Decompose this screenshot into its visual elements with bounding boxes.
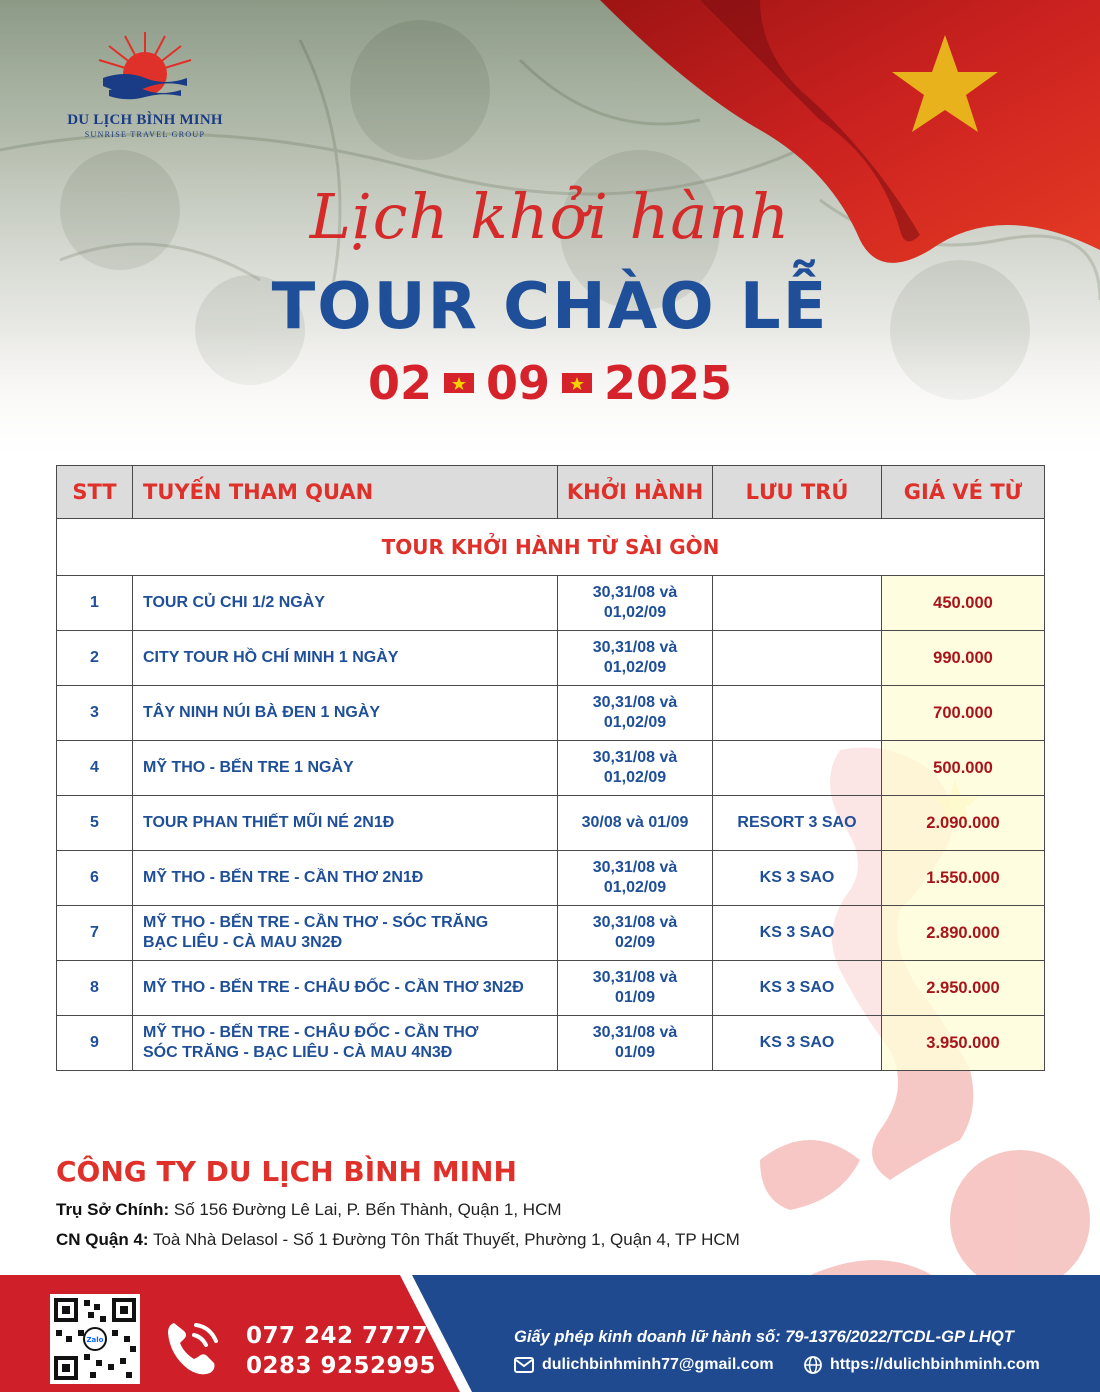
- row-route: MỸ THO - BẾN TRE 1 NGÀY: [133, 741, 558, 796]
- table-row[interactable]: [57, 631, 1045, 686]
- row-stay: [713, 631, 882, 686]
- table-row[interactable]: [57, 741, 1045, 796]
- row-price: 2.950.000: [882, 961, 1045, 1016]
- brand-tagline: SUNRISE TRAVEL GROUP: [84, 130, 206, 139]
- row-stay: [713, 686, 882, 741]
- zalo-qr-code[interactable]: [50, 1294, 140, 1384]
- row-depart: 30,31/08 và 01,02/09: [558, 741, 713, 796]
- tour-schedule-table: [56, 465, 1045, 1071]
- branch-label: CN Quận 4:: [56, 1230, 149, 1249]
- row-stay: RESORT 3 SAO: [713, 796, 882, 851]
- row-route: TÂY NINH NÚI BÀ ĐEN 1 NGÀY: [133, 686, 558, 741]
- brand-logo[interactable]: [60, 30, 230, 150]
- main-title: TOUR CHÀO LỄ: [271, 270, 829, 344]
- date-month: 09: [485, 356, 550, 410]
- qr-center-label: Zalo: [86, 1336, 104, 1344]
- hq-label: Trụ Sở Chính:: [56, 1200, 170, 1219]
- row-stt: 5: [57, 796, 133, 851]
- company-name: CÔNG TY DU LỊCH BÌNH MINH: [56, 1155, 517, 1188]
- mini-flag-icon: [562, 373, 592, 393]
- row-stt: 7: [57, 906, 133, 961]
- license-text: Giấy phép kinh doanh lữ hành số: 79-1376/2022/TCDL-GP LHQT: [514, 1328, 1014, 1346]
- row-stt: 2: [57, 631, 133, 686]
- row-route: MỸ THO - BẾN TRE - CHÂU ĐỐC - CẦN THƠ 3N2Đ: [133, 961, 558, 1016]
- table-row[interactable]: [57, 851, 1045, 906]
- row-price: 3.950.000: [882, 1016, 1045, 1071]
- row-stay: KS 3 SAO: [713, 1016, 882, 1071]
- website-url: https://dulichbinhminh.com: [830, 1356, 1040, 1373]
- row-route: TOUR CỦ CHI 1/2 NGÀY: [133, 576, 558, 631]
- row-stay: [713, 741, 882, 796]
- phone-secondary[interactable]: 0283 9252995: [246, 1353, 437, 1379]
- row-price: 450.000: [882, 576, 1045, 631]
- row-stt: 3: [57, 686, 133, 741]
- date-day: 02: [367, 356, 432, 410]
- row-stay: KS 3 SAO: [713, 906, 882, 961]
- phone-icon: [160, 1315, 226, 1381]
- globe-icon: [804, 1356, 822, 1374]
- row-depart: 30,31/08 và 01,02/09: [558, 851, 713, 906]
- table-row[interactable]: [57, 576, 1045, 631]
- row-price: 990.000: [882, 631, 1045, 686]
- section-title: TOUR KHỞI HÀNH TỪ SÀI GÒN: [57, 519, 1045, 576]
- row-depart: 30,31/08 và 01/09: [558, 961, 713, 1016]
- row-route: MỸ THO - BẾN TRE - CẦN THƠ 2N1Đ: [133, 851, 558, 906]
- row-stt: 9: [57, 1016, 133, 1071]
- date-year: 2025: [604, 356, 733, 410]
- row-stay: KS 3 SAO: [713, 961, 882, 1016]
- website-contact[interactable]: [804, 1356, 1040, 1374]
- hq-value: Số 156 Đường Lê Lai, P. Bến Thành, Quận 1, HCM: [169, 1200, 562, 1219]
- row-price: 1.550.000: [882, 851, 1045, 906]
- row-route: MỸ THO - BẾN TRE - CHÂU ĐỐC - CẦN THƠ SÓC TRĂNG - BẠC LIÊU - CÀ MAU 4N3Đ: [133, 1016, 558, 1071]
- row-stt: 1: [57, 576, 133, 631]
- table-header-row: [57, 466, 1045, 519]
- mini-flag-icon: [444, 373, 474, 393]
- row-depart: 30,31/08 và 01,02/09: [558, 576, 713, 631]
- table-row[interactable]: [57, 961, 1045, 1016]
- email-contact[interactable]: [514, 1356, 774, 1374]
- header-stay: LƯU TRÚ: [713, 466, 882, 519]
- header-stt: STT: [57, 466, 133, 519]
- table-row[interactable]: [57, 796, 1045, 851]
- row-route: CITY TOUR HỒ CHÍ MINH 1 NGÀY: [133, 631, 558, 686]
- row-stay: KS 3 SAO: [713, 851, 882, 906]
- header-price: GIÁ VÉ TỪ: [882, 466, 1045, 519]
- row-price: 2.890.000: [882, 906, 1045, 961]
- table-row[interactable]: [57, 1016, 1045, 1071]
- branch-address: [56, 1230, 740, 1250]
- phone-primary[interactable]: 077 242 7777: [246, 1323, 429, 1349]
- row-depart: 30,31/08 và 02/09: [558, 906, 713, 961]
- row-price: 700.000: [882, 686, 1045, 741]
- row-depart: 30/08 và 01/09: [558, 796, 713, 851]
- row-stt: 6: [57, 851, 133, 906]
- row-depart: 30,31/08 và 01/09: [558, 1016, 713, 1071]
- event-date: [0, 356, 1100, 410]
- row-depart: 30,31/08 và 01,02/09: [558, 686, 713, 741]
- row-route: MỸ THO - BẾN TRE - CẦN THƠ - SÓC TRĂNG BẠC LIÊU - CÀ MAU 3N2Đ: [133, 906, 558, 961]
- row-price: 500.000: [882, 741, 1045, 796]
- hq-address: [56, 1200, 562, 1220]
- header-route: TUYẾN THAM QUAN: [133, 466, 558, 519]
- email-address: dulichbinhminh77@gmail.com: [542, 1356, 774, 1373]
- sunrise-logo-icon: [85, 30, 205, 100]
- header-depart: KHỞI HÀNH: [558, 466, 713, 519]
- branch-value: Toà Nhà Delasol - Số 1 Đường Tôn Thất Thuyết, Phường 1, Quận 4, TP HCM: [148, 1230, 740, 1249]
- brand-name: DU LỊCH BÌNH MINH: [67, 112, 223, 128]
- row-depart: 30,31/08 và 01,02/09: [558, 631, 713, 686]
- row-stay: [713, 576, 882, 631]
- table-row[interactable]: [57, 906, 1045, 961]
- row-stt: 4: [57, 741, 133, 796]
- row-stt: 8: [57, 961, 133, 1016]
- row-route: TOUR PHAN THIẾT MŨI NÉ 2N1Đ: [133, 796, 558, 851]
- table-row[interactable]: [57, 686, 1045, 741]
- script-title: Lịch khởi hành: [309, 180, 791, 253]
- section-row: [57, 519, 1045, 576]
- row-price: 2.090.000: [882, 796, 1045, 851]
- mail-icon: [514, 1357, 534, 1373]
